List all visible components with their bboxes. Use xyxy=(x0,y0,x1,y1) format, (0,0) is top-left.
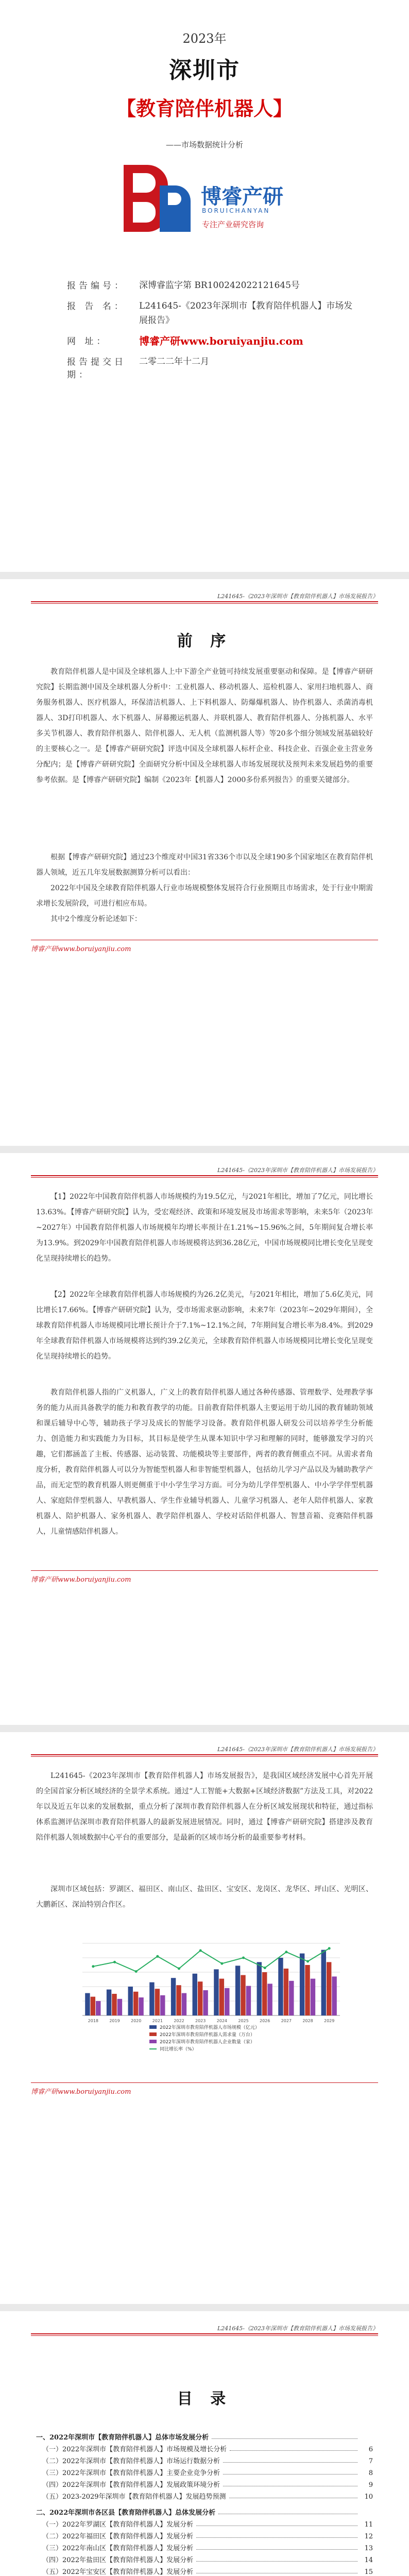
page-separator xyxy=(0,1146,409,1153)
bar xyxy=(198,1981,202,2015)
bar xyxy=(133,1992,138,2015)
toc-item-page: 6 xyxy=(368,2446,373,2453)
cover-tagline: ——市场数据统计分析 xyxy=(165,140,243,149)
x-tick-label: 2029 xyxy=(323,2019,335,2023)
legend-swatch xyxy=(149,2025,157,2029)
bar xyxy=(203,1990,208,2015)
toc-item-title: （三）2022年深圳市【教育陪伴机器人】主要企业竞争分析 xyxy=(42,2469,220,2477)
bar xyxy=(332,1976,336,2015)
report-info-row xyxy=(67,334,355,348)
line-point xyxy=(156,1955,159,1958)
line-point xyxy=(242,1957,245,1959)
bar xyxy=(149,1982,154,2015)
legend-label: 2022年深圳市教育陪伴机器人企业数量（家） xyxy=(160,2040,255,2045)
bar xyxy=(139,1997,143,2015)
bar xyxy=(193,1974,197,2015)
toc-item-title: 二、2022年深圳市各区县【教育陪伴机器人】总体发展分析 xyxy=(36,2509,216,2517)
toc-leader-dots xyxy=(196,2537,357,2538)
bar xyxy=(262,1972,267,2015)
toc-item[interactable] xyxy=(36,2505,373,2517)
x-tick-label: 2020 xyxy=(130,2019,142,2023)
line-point xyxy=(178,1968,180,1970)
bar xyxy=(155,1989,160,2015)
toc-item-page: 7 xyxy=(368,2458,373,2465)
toc-item-page: 15 xyxy=(364,2568,373,2576)
page-footer xyxy=(31,940,378,953)
bar xyxy=(225,1988,229,2015)
toc-item-title: （一）2022年罗湖区【教育陪伴机器人】发展分析 xyxy=(42,2521,194,2529)
toc-item[interactable] xyxy=(36,2529,373,2540)
x-tick-label: 2028 xyxy=(302,2019,313,2023)
toc-item-page: 13 xyxy=(364,2545,373,2552)
table-of-contents xyxy=(36,2430,373,2576)
x-tick-label: 2025 xyxy=(238,2019,249,2023)
line-point xyxy=(306,1960,309,1963)
toc-item-title: 一、2022年深圳市【教育陪伴机器人】总体市场发展分析 xyxy=(36,2434,209,2442)
report-info-row xyxy=(67,354,355,380)
toc-item-page: 12 xyxy=(364,2533,373,2540)
bar xyxy=(321,1950,326,2015)
bar xyxy=(289,1981,294,2015)
cover-subtitle: 【教育陪伴机器人】 xyxy=(116,97,293,120)
toc-item-page: 9 xyxy=(368,2481,373,2489)
submit-date-value: 二零二二年十二月 xyxy=(139,357,209,367)
market-page xyxy=(0,1732,409,2304)
toc-item-title: （一）2022年深圳市【教育陪伴机器人】市场规模及增长分析 xyxy=(42,2446,227,2453)
logo-name: 博睿产研 xyxy=(201,185,283,209)
bar xyxy=(305,1965,310,2015)
toc-item[interactable] xyxy=(36,2517,373,2529)
bar xyxy=(278,1958,283,2015)
bar xyxy=(311,1979,315,2015)
bar xyxy=(128,1987,133,2015)
footer-website[interactable]: 博睿产研www.boruiyanjiu.com xyxy=(31,945,131,953)
toc-item[interactable] xyxy=(36,2453,373,2465)
analysis-page xyxy=(0,1153,409,1725)
preface-paragraph-4: 其中2个维度分析论述如下： xyxy=(50,915,142,923)
analysis-paragraph-3: 教育陪伴机器人指的广义机器人，广义上的教育陪伴机器人通过各种传感器、管理数学、处理教学事务的能力从而具备教学的能力和教育教学的功能。目前教育陪伴机器人主要运用于幼儿园的教育辅助领域和课后辅导中心等，辅助孩子学习及成长的智能学习设备。教育陪伴机器人研发公司以培养学生分析能力、创造能力和实践能力为目标，其目标是使学生从课本知识中学习和理解的同时，能够激发学习的兴趣，它们都涵盖了主板、传感器、运动装置、功能模块等主要部件，两者的教育侧重点不同。从需求者角度分析，教育陪伴机器人可以分为智能型机器人和非智能型机器人，包括幼儿学习产品以及为辅助教学产品，而无定型的教育机器人则更侧重于中小学生学习方面。可分为幼儿学伴型机器人、中小学学伴型机器人、家庭陪伴型机器人、早教机器人、学生作业辅导机器人、儿童学习机器人、老年人陪伴机器人、家教机器人、陪护机器人、家务机器人、教学陪伴机器人、学校对话陪伴机器人、智慧音箱、竞赛陪伴机器人，儿童情感陪伴机器人。 xyxy=(36,1388,373,1536)
page-separator xyxy=(0,1725,409,1732)
toc-item-page: 10 xyxy=(364,2493,373,2501)
report-info-row xyxy=(67,299,355,328)
header-text: L241645-《2023年深圳市【教育陪伴机器人】市场发展报告》 xyxy=(217,2325,378,2332)
toc-item[interactable] xyxy=(36,2442,373,2453)
page-header xyxy=(31,2324,378,2335)
x-tick-label: 2026 xyxy=(259,2019,270,2023)
bar xyxy=(241,1975,245,2015)
bar xyxy=(112,1994,116,2015)
header-text: L241645-《2023年深圳市【教育陪伴机器人】市场发展报告》 xyxy=(217,1167,378,1174)
toc-title: 目 录 xyxy=(177,2390,232,2408)
toc-leader-dots xyxy=(196,2561,357,2562)
page-separator xyxy=(0,2304,409,2311)
page-footer xyxy=(31,1570,378,1584)
x-tick-label: 2019 xyxy=(109,2019,120,2023)
toc-item[interactable] xyxy=(36,2477,373,2489)
bar xyxy=(284,1969,288,2015)
br-logo-icon xyxy=(124,165,191,232)
toc-item-page: 8 xyxy=(368,2469,373,2477)
bar xyxy=(235,1965,240,2015)
logo-pinyin: BORUICHANYAN xyxy=(202,207,270,214)
toc-leader-dots xyxy=(223,2462,357,2463)
toc-leader-dots xyxy=(230,2450,357,2451)
page-footer xyxy=(31,2082,378,2096)
x-tick-label: 2023 xyxy=(195,2019,206,2023)
legend-label: 2022年深圳市教育陪伴机器人需求量（万台） xyxy=(160,2032,255,2038)
x-tick-label: 2027 xyxy=(281,2019,292,2023)
x-tick-label: 2022 xyxy=(174,2019,184,2023)
toc-item-title: （三）2022年南山区【教育陪伴机器人】发展分析 xyxy=(42,2545,194,2552)
toc-leader-dots xyxy=(212,2438,357,2439)
page-header xyxy=(31,1166,378,1177)
logo-slogan: 专注产业研究咨询 xyxy=(202,220,264,229)
x-tick-label: 2018 xyxy=(88,2019,99,2023)
x-tick-label: 2021 xyxy=(152,2019,163,2023)
toc-item[interactable] xyxy=(36,2540,373,2552)
header-text: L241645-《2023年深圳市【教育陪伴机器人】市场发展报告》 xyxy=(217,593,378,600)
toc-item[interactable] xyxy=(36,2430,373,2442)
toc-item-title: （五）2023-2029年深圳市【教育陪伴机器人】发展趋势预测 xyxy=(42,2493,226,2501)
toc-leader-dots xyxy=(196,2549,357,2550)
toc-page xyxy=(0,2311,409,2576)
report-name-label: 报 告 名： xyxy=(67,301,126,312)
line-point xyxy=(92,1965,94,1968)
toc-item[interactable] xyxy=(36,2465,373,2477)
bar xyxy=(85,1993,90,2015)
website-link[interactable]: 博睿产研www.boruiyanjiu.com xyxy=(139,335,303,347)
bar xyxy=(327,1962,331,2015)
report-name-value: L241645-《2023年深圳市【教育陪伴机器人】市场发展报告》 xyxy=(139,301,353,326)
bar xyxy=(300,1954,304,2015)
bar xyxy=(246,1986,251,2015)
line-point xyxy=(135,1970,138,1973)
line-point xyxy=(264,1967,266,1969)
bar xyxy=(219,1979,224,2015)
bar xyxy=(96,2001,100,2015)
market-chart xyxy=(62,1938,350,2062)
preface-paragraph-2: 根据【博睿产研研究院】通过23个维度对中国31省336个市以及全球190多个国家地区在教育陪伴机器人领域，近五几年发展数据测算分析可以看出： xyxy=(36,853,373,877)
x-tick-label: 2024 xyxy=(216,2019,228,2023)
bar xyxy=(107,1990,111,2015)
toc-item-page: 11 xyxy=(364,2521,373,2529)
report-number-label: 报告编号： xyxy=(67,281,126,291)
market-paragraph-1: L241645-《2023年深圳市【教育陪伴机器人】市场发展报告》，是我国区域经济发展中心首先开展的全国首家分析区域经济的全景学术系统。通过“人工智能+大数据+区域经济数据”方法及工具，对2022年以及近五年以来的发展数据，重点分析了深圳市教育陪伴机器人在分析区域发展现状和特征，通过指标体系监测评估深圳市教育陪伴机器人的最新发展进展情况。同时，通过【博睿产研研究院】搭建涉及教育陪伴机器人领域数据中心平台的重要部分，是最新的区域市场分析的最重要参考材料。 xyxy=(36,1772,373,1842)
legend-label: 同比增长率（%） xyxy=(160,2047,197,2052)
toc-item[interactable] xyxy=(36,2489,373,2501)
line-point xyxy=(113,1961,116,1963)
bar xyxy=(91,1997,95,2015)
analysis-paragraph-1: 【1】2022年中国教育陪伴机器人市场规模约为19.5亿元，与2021年相比，增加了7亿元，同比增长13.63%。【博睿产研研究院】认为，受宏观经济、政策和环境发展及市场需求等影响，未来5年（2023年~2027年）中国教育陪伴机器人市场规模年均增长率预计在1.21%~15.96%之间，5年期间复合增长率为13.9%。到2029年中国教育陪伴机器人市场规模将达到36.28亿元，中国市场规模同比增长变化呈现变化呈现持续增长的趋势。 xyxy=(36,1193,373,1263)
page-separator xyxy=(0,572,409,579)
preface-title: 前 序 xyxy=(177,632,232,650)
line-point xyxy=(285,1951,287,1953)
series-line xyxy=(93,1948,329,1972)
bar xyxy=(117,1999,122,2015)
bar xyxy=(257,1962,262,2015)
bar xyxy=(214,1969,218,2015)
footer-website[interactable]: 博睿产研www.boruiyanjiu.com xyxy=(31,2088,131,2096)
cover-title: 深圳市 xyxy=(169,57,240,83)
bar xyxy=(160,1995,165,2015)
toc-item[interactable] xyxy=(36,2552,373,2564)
website-label: 网 址： xyxy=(67,336,109,347)
toc-item-title: （四）2022年深圳市【教育陪伴机器人】发展政策环境分析 xyxy=(42,2481,220,2489)
header-text: L241645-《2023年深圳市【教育陪伴机器人】市场发展报告》 xyxy=(217,1746,378,1753)
toc-item[interactable] xyxy=(36,2564,373,2576)
toc-item-title: （五）2022年宝安区【教育陪伴机器人】发展分析 xyxy=(42,2568,194,2576)
bar xyxy=(171,1978,176,2015)
toc-item-title: （二）2022年深圳市【教育陪伴机器人】市场运行数据分析 xyxy=(42,2458,220,2465)
cover-year: 2023年 xyxy=(182,31,227,46)
market-paragraph-2: 深圳市区域包括：罗湖区、福田区、南山区、盐田区、宝安区、龙岗区、龙华区、坪山区、光明区、大鹏新区、深汕特别合作区。 xyxy=(36,1885,373,1909)
bar xyxy=(176,1985,181,2015)
toc-item-page: 14 xyxy=(364,2556,373,2564)
toc-leader-dots xyxy=(223,2474,357,2475)
line-point xyxy=(220,1962,223,1965)
preface-page xyxy=(0,579,409,1146)
line-point xyxy=(328,1947,331,1950)
brand-logo xyxy=(124,165,288,242)
legend-label: 2022年深圳市教育陪伴机器人市场规模（亿元） xyxy=(160,2025,260,2030)
bar xyxy=(267,1984,272,2015)
toc-item-title: （二）2022年福田区【教育陪伴机器人】发展分析 xyxy=(42,2533,194,2540)
toc-item-title: （四）2022年盐田区【教育陪伴机器人】发展分析 xyxy=(42,2556,194,2564)
report-info-row xyxy=(67,278,355,293)
bar xyxy=(182,1993,186,2015)
report-info xyxy=(67,278,355,386)
submit-date-label: 报告提交日期： xyxy=(67,357,126,380)
analysis-paragraph-2: 【2】2022年全球教育陪伴机器人市场规模约为26.2亿美元，与2021年相比，增加了5.6亿美元，同比增长17.66%。【博睿产研研究院】认为，受市场需求驱动影响，未来7年（2023年~2029年期间），全球教育陪伴机器人市场规模同比增长预计介于7.1%~12.1%之间，7年期间复合增长率为8.4%。到2029年全球教育陪伴机器人市场规模将达到约39.2亿美元，全球教育陪伴机器人市场规模同比增长变化呈现变化呈现持续增长的趋势。 xyxy=(36,1291,373,1361)
preface-paragraph-3: 2022年中国及全球教育陪伴机器人行业市场规模整体发展符合行业预期且市场需求，处于行业中期需求增长发展阶段，可进行相应布局。 xyxy=(36,884,373,908)
footer-website[interactable]: 博睿产研www.boruiyanjiu.com xyxy=(31,1576,131,1584)
line-point xyxy=(199,1950,202,1952)
legend-swatch xyxy=(149,2040,157,2043)
cover-page xyxy=(0,0,409,572)
page-header xyxy=(31,1745,378,1756)
page-header xyxy=(31,592,378,603)
report-number-value: 深博睿监字第 BR10024202212​1645号 xyxy=(139,280,300,291)
preface-paragraph-1: 教育陪伴机器人是中国及全球机器人上中下游全产业链可持续发展重要驱动和保障。是【博睿产研研究院】长期监测中国及全球机器人分析中：工业机器人、移动机器人、巡检机器人、家用扫地机器人、商务服务机器人、医疗机器人，环保清洁机器人、上下料机器人、防爆爆机器人、协作机器人、杀菌消毒机器人、3D打印机器人、水下机器人、屏幕搬运机器人、并联机器人、教育陪伴机器人、分拣机器人、水平多关节机器人、教育陪伴机器人、陪伴机器人、无人机（监测机器人等）等20多个细分领域发展基础较好的主要核心之一。是【博睿产研研究院】评选中国及全球机器人标杆企业、科技企业、百强企业主营业务分配内；是【博睿产研研究院】全面研究分析中国及全球机器人市场发展现状及预判未来发展趋势的重要参考依据。是【博睿产研研究院】编制《2023年【机器人】2000多份系列报告》的重要关键部分。 xyxy=(36,668,373,784)
legend-swatch xyxy=(149,2032,157,2036)
